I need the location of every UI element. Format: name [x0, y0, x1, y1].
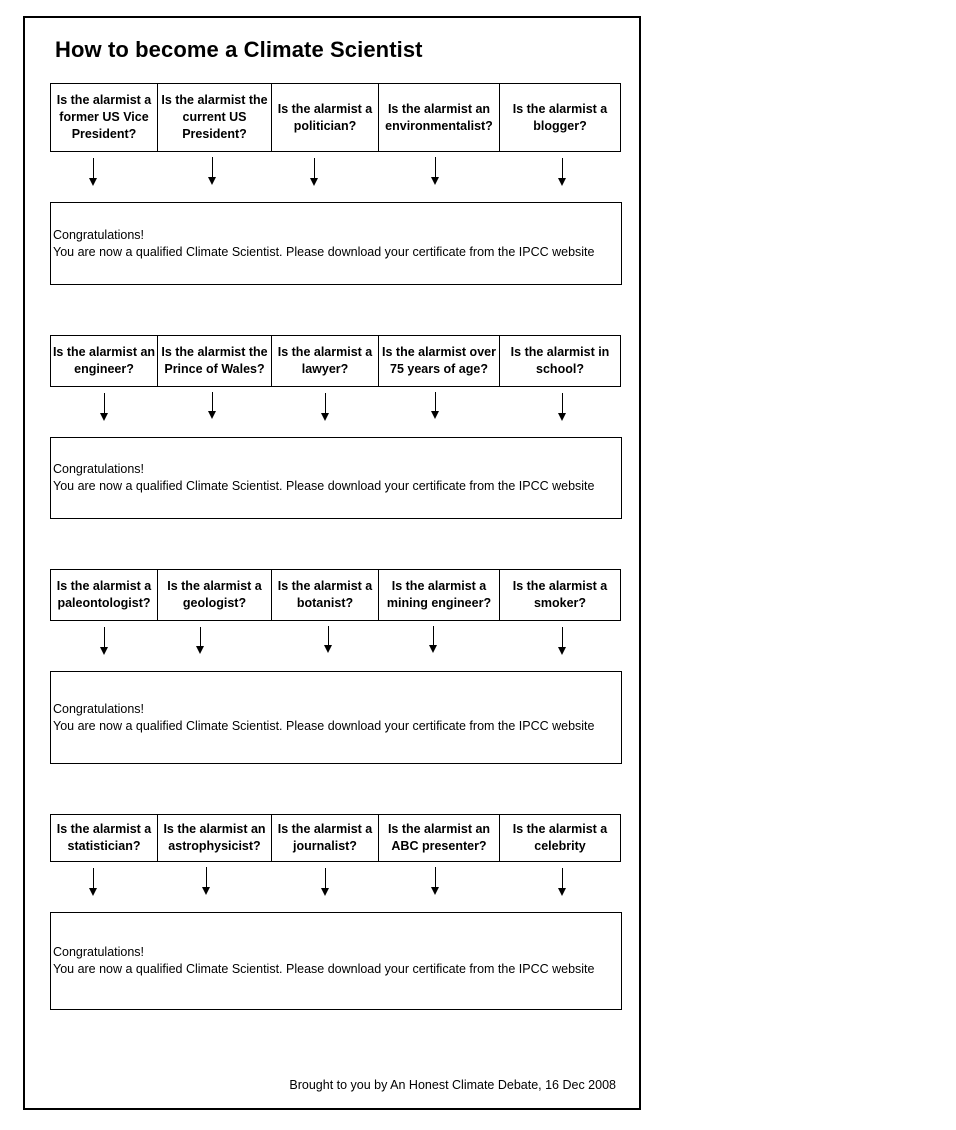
- question-box: Is the alarmist in school?: [510, 345, 610, 376]
- down-arrow-icon: [100, 393, 109, 421]
- question-box: Is the alarmist an astrophysicist?: [158, 815, 272, 861]
- page-title: How to become a Climate Scientist: [55, 37, 423, 62]
- question-box: Is the alarmist a paleontologist?: [51, 570, 158, 620]
- result-box: [50, 912, 622, 1010]
- result-message: You are now a qualified Climate Scientist. Please download your certificate from the IPCC website: [53, 718, 595, 733]
- question-row: [50, 814, 621, 862]
- down-arrow-icon: [208, 157, 217, 185]
- down-arrow-icon: [100, 627, 109, 655]
- question-box: Is the alarmist a journalist?: [272, 815, 379, 861]
- question-row: [50, 569, 621, 621]
- down-arrow-icon: [431, 867, 440, 895]
- result-message: You are now a qualified Climate Scientist. Please download your certificate from the IPCC website: [53, 962, 595, 976]
- down-arrow-icon: [208, 392, 217, 420]
- result-heading: Congratulations!: [53, 701, 145, 716]
- question-box: Is the alarmist a blogger?: [512, 101, 608, 133]
- question-box: Is the alarmist a mining engineer?: [379, 570, 500, 620]
- down-arrow-icon: [558, 627, 567, 655]
- question-box: Is the alarmist an environmentalist?: [379, 84, 500, 151]
- down-arrow-icon: [558, 868, 567, 896]
- down-arrow-icon: [89, 868, 98, 896]
- down-arrow-icon: [89, 158, 98, 186]
- footer-credit: Brought to you by An Honest Climate Debate, 16 Dec 2008: [289, 1078, 616, 1092]
- question-box: Is the alarmist a botanist?: [272, 570, 379, 620]
- result-message: You are now a qualified Climate Scientist. Please download your certificate from the IPCC website: [53, 479, 595, 493]
- down-arrow-icon: [196, 627, 205, 655]
- question-row: [50, 335, 621, 387]
- down-arrow-icon: [321, 868, 330, 896]
- down-arrow-icon: [310, 158, 319, 186]
- result-box: [50, 437, 622, 519]
- result-box: [50, 671, 622, 764]
- result-message: You are now a qualified Climate Scientist. Please download your certificate from the IPCC website: [53, 244, 595, 259]
- question-row: [50, 83, 621, 152]
- question-box: Is the alarmist a smoker?: [512, 579, 608, 610]
- question-box: Is the alarmist the current US President?: [158, 84, 272, 151]
- result-heading: Congratulations!: [53, 945, 145, 959]
- result-heading: Congratulations!: [53, 462, 145, 476]
- down-arrow-icon: [202, 867, 211, 895]
- question-box: Is the alarmist a geologist?: [158, 570, 272, 620]
- question-box: Is the alarmist a lawyer?: [272, 336, 379, 386]
- down-arrow-icon: [324, 626, 333, 654]
- down-arrow-icon: [431, 392, 440, 420]
- result-heading: Congratulations!: [53, 227, 145, 242]
- result-box: [50, 202, 622, 285]
- question-box: Is the alarmist a former US Vice President?: [51, 84, 158, 151]
- question-box: Is the alarmist an engineer?: [51, 336, 158, 386]
- question-box: Is the alarmist over 75 years of age?: [379, 336, 500, 386]
- question-box: Is the alarmist a statistician?: [51, 815, 158, 861]
- down-arrow-icon: [429, 626, 438, 654]
- down-arrow-icon: [321, 393, 330, 421]
- down-arrow-icon: [558, 393, 567, 421]
- down-arrow-icon: [431, 157, 440, 185]
- question-box: Is the alarmist a politician?: [272, 84, 379, 151]
- question-box: Is the alarmist a celebrity: [512, 822, 608, 853]
- down-arrow-icon: [558, 158, 567, 186]
- question-box: Is the alarmist the Prince of Wales?: [158, 336, 272, 386]
- question-box: Is the alarmist an ABC presenter?: [379, 815, 500, 861]
